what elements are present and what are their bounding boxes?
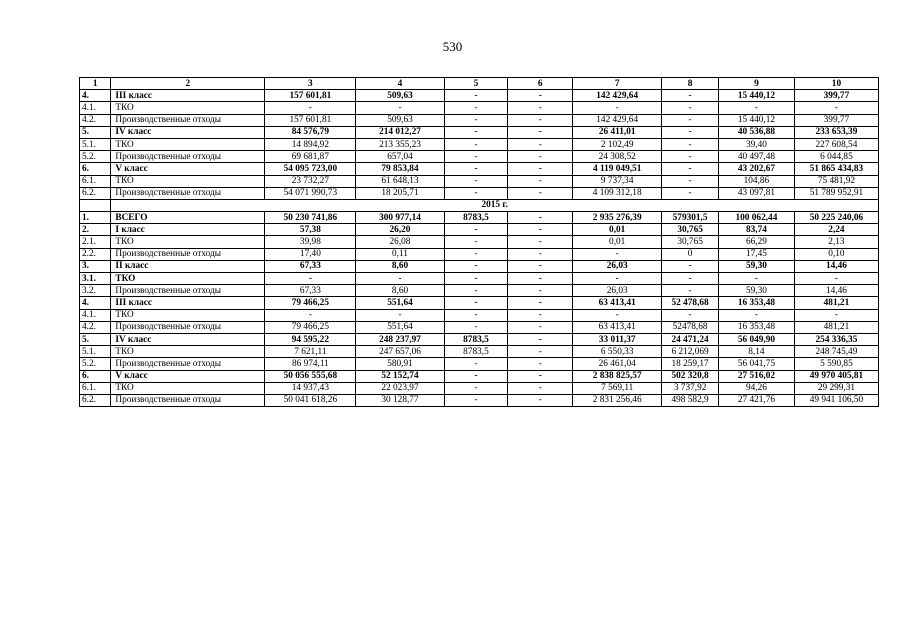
value-cell: 551,64 xyxy=(356,321,444,333)
value-cell: - xyxy=(508,163,573,175)
table-row xyxy=(80,260,879,272)
value-cell: 8783,5 xyxy=(444,346,508,358)
header-cell: 4 xyxy=(356,78,444,90)
value-cell: 63 413,41 xyxy=(573,321,662,333)
value-cell: 49 941 106,50 xyxy=(794,394,878,406)
value-cell: 3 737,92 xyxy=(662,382,719,394)
table-row xyxy=(80,248,879,260)
value-cell: 54 071 990,73 xyxy=(265,187,356,199)
value-cell: 49 970 405,81 xyxy=(794,370,878,382)
value-cell: 30 128,77 xyxy=(356,394,444,406)
table-row xyxy=(80,163,879,175)
value-cell: 247 657,06 xyxy=(356,346,444,358)
value-cell: 8783,5 xyxy=(444,333,508,345)
row-number-cell: 1. xyxy=(80,212,111,224)
value-cell: - xyxy=(662,175,719,187)
value-cell: 2,24 xyxy=(794,224,878,236)
value-cell: 26 461,04 xyxy=(573,358,662,370)
value-cell: 39,40 xyxy=(718,138,794,150)
value-cell: 43 202,67 xyxy=(718,163,794,175)
row-name-cell: III класс xyxy=(111,297,265,309)
row-number-cell: 4.1. xyxy=(80,102,111,114)
value-cell: - xyxy=(508,236,573,248)
row-number-cell: 6. xyxy=(80,370,111,382)
table-row xyxy=(80,126,879,138)
value-cell: 66,29 xyxy=(718,236,794,248)
table-row xyxy=(80,346,879,358)
value-cell: 84 576,79 xyxy=(265,126,356,138)
value-cell: 30,765 xyxy=(662,224,719,236)
value-cell: - xyxy=(444,297,508,309)
table-body xyxy=(80,78,879,407)
row-name-cell: III класс xyxy=(111,90,265,102)
value-cell: - xyxy=(356,273,444,285)
row-number-cell: 5.1. xyxy=(80,346,111,358)
table-row xyxy=(80,273,879,285)
value-cell: - xyxy=(444,248,508,260)
value-cell: - xyxy=(573,309,662,321)
value-cell: 16 353,48 xyxy=(718,321,794,333)
value-cell: 4 119 049,51 xyxy=(573,163,662,175)
value-cell: 399,77 xyxy=(794,114,878,126)
value-cell: - xyxy=(662,187,719,199)
value-cell: - xyxy=(662,138,719,150)
row-number-cell: 5. xyxy=(80,126,111,138)
header-cell: 6 xyxy=(508,78,573,90)
value-cell: - xyxy=(356,309,444,321)
row-name-cell: ВСЕГО xyxy=(111,212,265,224)
row-number-cell: 5.1. xyxy=(80,138,111,150)
value-cell: - xyxy=(662,260,719,272)
value-cell: 2 838 825,57 xyxy=(573,370,662,382)
value-cell: 0,11 xyxy=(356,248,444,260)
value-cell: 59,30 xyxy=(718,260,794,272)
value-cell: - xyxy=(508,297,573,309)
value-cell: 142 429,64 xyxy=(573,114,662,126)
table-row xyxy=(80,138,879,150)
row-number-cell: 4.1. xyxy=(80,309,111,321)
value-cell: 33 011,37 xyxy=(573,333,662,345)
header-cell: 9 xyxy=(718,78,794,90)
value-cell: - xyxy=(508,358,573,370)
value-cell: 6 212,069 xyxy=(662,346,719,358)
row-name-cell: V класс xyxy=(111,163,265,175)
value-cell: 9 737,34 xyxy=(573,175,662,187)
value-cell: 254 336,35 xyxy=(794,333,878,345)
value-cell: - xyxy=(444,236,508,248)
value-cell: - xyxy=(444,90,508,102)
header-cell: 1 xyxy=(80,78,111,90)
value-cell: - xyxy=(662,126,719,138)
table-row xyxy=(80,309,879,321)
table-row xyxy=(80,333,879,345)
table-header-row xyxy=(80,78,879,90)
header-cell: 5 xyxy=(444,78,508,90)
value-cell: 8783,5 xyxy=(444,212,508,224)
value-cell: - xyxy=(508,321,573,333)
value-cell: - xyxy=(444,163,508,175)
value-cell: 59,30 xyxy=(718,285,794,297)
value-cell: - xyxy=(444,224,508,236)
value-cell: - xyxy=(508,309,573,321)
value-cell: - xyxy=(508,126,573,138)
value-cell: 5 590,85 xyxy=(794,358,878,370)
value-cell: 104,86 xyxy=(718,175,794,187)
value-cell: 0,10 xyxy=(794,248,878,260)
value-cell: 52478,68 xyxy=(662,321,719,333)
value-cell: 300 977,14 xyxy=(356,212,444,224)
value-cell: 16 353,48 xyxy=(718,297,794,309)
table-row xyxy=(80,370,879,382)
year-spacer-cell xyxy=(80,199,111,211)
value-cell: 30,765 xyxy=(662,236,719,248)
value-cell: - xyxy=(444,102,508,114)
value-cell: 67,33 xyxy=(265,285,356,297)
value-cell: - xyxy=(444,260,508,272)
value-cell: - xyxy=(265,102,356,114)
header-cell: 3 xyxy=(265,78,356,90)
row-name-cell: ТКО xyxy=(111,382,265,394)
value-cell: 61 648,13 xyxy=(356,175,444,187)
value-cell: 2,13 xyxy=(794,236,878,248)
value-cell: 214 012,27 xyxy=(356,126,444,138)
value-cell: - xyxy=(444,273,508,285)
row-name-cell: ТКО xyxy=(111,309,265,321)
value-cell: 79 466,25 xyxy=(265,297,356,309)
value-cell: 7 569,11 xyxy=(573,382,662,394)
row-name-cell: ТКО xyxy=(111,346,265,358)
value-cell: - xyxy=(444,151,508,163)
row-number-cell: 4. xyxy=(80,90,111,102)
value-cell: 0,01 xyxy=(573,224,662,236)
row-name-cell: ТКО xyxy=(111,236,265,248)
row-number-cell: 6. xyxy=(80,163,111,175)
page-number: 530 xyxy=(442,39,463,54)
row-name-cell: ТКО xyxy=(111,138,265,150)
value-cell: 51 789 952,91 xyxy=(794,187,878,199)
value-cell: - xyxy=(508,285,573,297)
row-name-cell: V класс xyxy=(111,370,265,382)
row-number-cell: 3.2. xyxy=(80,285,111,297)
row-number-cell: 6.1. xyxy=(80,175,111,187)
value-cell: 2 102,49 xyxy=(573,138,662,150)
value-cell: 54 095 723,00 xyxy=(265,163,356,175)
value-cell: 657,04 xyxy=(356,151,444,163)
value-cell: - xyxy=(508,382,573,394)
value-cell: 227 608,54 xyxy=(794,138,878,150)
value-cell: - xyxy=(662,114,719,126)
value-cell: 2 935 276,39 xyxy=(573,212,662,224)
value-cell: 40 536,88 xyxy=(718,126,794,138)
value-cell: 79 466,25 xyxy=(265,321,356,333)
value-cell: - xyxy=(662,163,719,175)
value-cell: - xyxy=(508,248,573,260)
row-number-cell: 4.2. xyxy=(80,321,111,333)
value-cell: 15 440,12 xyxy=(718,114,794,126)
value-cell: 0,01 xyxy=(573,236,662,248)
value-cell: 40 497,48 xyxy=(718,151,794,163)
row-name-cell: IV класс xyxy=(111,126,265,138)
row-name-cell: Производственные отходы xyxy=(111,187,265,199)
value-cell: 56 049,90 xyxy=(718,333,794,345)
value-cell: - xyxy=(444,138,508,150)
value-cell: 6 044,85 xyxy=(794,151,878,163)
value-cell: 509,63 xyxy=(356,114,444,126)
header-cell: 8 xyxy=(662,78,719,90)
value-cell: - xyxy=(356,102,444,114)
table-row xyxy=(80,187,879,199)
value-cell: - xyxy=(444,370,508,382)
value-cell: 29 299,31 xyxy=(794,382,878,394)
value-cell: - xyxy=(794,102,878,114)
row-number-cell: 4.2. xyxy=(80,114,111,126)
value-cell: - xyxy=(662,102,719,114)
row-number-cell: 2. xyxy=(80,224,111,236)
value-cell: 75 481,92 xyxy=(794,175,878,187)
value-cell: 100 062,44 xyxy=(718,212,794,224)
row-number-cell: 6.2. xyxy=(80,394,111,406)
value-cell: 509,63 xyxy=(356,90,444,102)
value-cell: - xyxy=(444,175,508,187)
value-cell: - xyxy=(508,187,573,199)
value-cell: 94 595,22 xyxy=(265,333,356,345)
row-name-cell: Производственные отходы xyxy=(111,248,265,260)
header-cell: 7 xyxy=(573,78,662,90)
value-cell: 26,03 xyxy=(573,285,662,297)
value-cell: - xyxy=(573,102,662,114)
value-cell: 23 732,27 xyxy=(265,175,356,187)
value-cell: 551,64 xyxy=(356,297,444,309)
value-cell: 63 413,41 xyxy=(573,297,662,309)
value-cell: - xyxy=(444,382,508,394)
value-cell: 17,45 xyxy=(718,248,794,260)
value-cell: - xyxy=(508,102,573,114)
value-cell: - xyxy=(718,273,794,285)
value-cell: - xyxy=(444,126,508,138)
value-cell: 17,40 xyxy=(265,248,356,260)
value-cell: - xyxy=(508,273,573,285)
value-cell: - xyxy=(662,309,719,321)
row-number-cell: 6.1. xyxy=(80,382,111,394)
table-row xyxy=(80,151,879,163)
value-cell: 248 745,49 xyxy=(794,346,878,358)
value-cell: - xyxy=(265,273,356,285)
table-row xyxy=(80,90,879,102)
value-cell: 248 237,97 xyxy=(356,333,444,345)
table-row xyxy=(80,102,879,114)
value-cell: - xyxy=(508,260,573,272)
value-cell: 22 023,97 xyxy=(356,382,444,394)
value-cell: - xyxy=(573,273,662,285)
value-cell: 6 550,33 xyxy=(573,346,662,358)
value-cell: 142 429,64 xyxy=(573,90,662,102)
value-cell: 83,74 xyxy=(718,224,794,236)
row-name-cell: IV класс xyxy=(111,333,265,345)
value-cell: - xyxy=(444,358,508,370)
value-cell: 24 471,24 xyxy=(662,333,719,345)
value-cell: 43 097,81 xyxy=(718,187,794,199)
header-cell: 10 xyxy=(794,78,878,90)
row-number-cell: 2.1. xyxy=(80,236,111,248)
value-cell: 157 601,81 xyxy=(265,114,356,126)
value-cell: 51 865 434,83 xyxy=(794,163,878,175)
value-cell: - xyxy=(508,394,573,406)
value-cell: - xyxy=(508,175,573,187)
table-row xyxy=(80,285,879,297)
value-cell: - xyxy=(508,333,573,345)
header-cell: 2 xyxy=(111,78,265,90)
row-number-cell: 5.2. xyxy=(80,151,111,163)
table-row xyxy=(80,224,879,236)
value-cell: 233 653,39 xyxy=(794,126,878,138)
table-row xyxy=(80,175,879,187)
value-cell: 86 974,11 xyxy=(265,358,356,370)
value-cell: - xyxy=(794,309,878,321)
value-cell: 14,46 xyxy=(794,260,878,272)
table-row xyxy=(80,297,879,309)
row-number-cell: 5. xyxy=(80,333,111,345)
table-row xyxy=(80,321,879,333)
value-cell: 27 421,76 xyxy=(718,394,794,406)
row-number-cell: 3.1. xyxy=(80,273,111,285)
value-cell: 0 xyxy=(662,248,719,260)
value-cell: 481,21 xyxy=(794,297,878,309)
value-cell: - xyxy=(794,273,878,285)
table-row xyxy=(80,236,879,248)
value-cell: 18 205,71 xyxy=(356,187,444,199)
value-cell: 69 681,87 xyxy=(265,151,356,163)
year-separator-row xyxy=(80,199,879,211)
value-cell: - xyxy=(508,151,573,163)
value-cell: 498 582,9 xyxy=(662,394,719,406)
value-cell: 52 478,68 xyxy=(662,297,719,309)
table-row xyxy=(80,382,879,394)
value-cell: - xyxy=(444,321,508,333)
row-number-cell: 2.2. xyxy=(80,248,111,260)
value-cell: 50 041 618,26 xyxy=(265,394,356,406)
value-cell: - xyxy=(444,309,508,321)
row-name-cell: Производственные отходы xyxy=(111,151,265,163)
waste-data-table xyxy=(79,77,879,407)
value-cell: 580,91 xyxy=(356,358,444,370)
value-cell: 56 041,75 xyxy=(718,358,794,370)
value-cell: 2 831 256,46 xyxy=(573,394,662,406)
value-cell: 8,60 xyxy=(356,285,444,297)
value-cell: - xyxy=(508,370,573,382)
table-row xyxy=(80,394,879,406)
value-cell: - xyxy=(508,212,573,224)
value-cell: 399,77 xyxy=(794,90,878,102)
row-name-cell: ТКО xyxy=(111,175,265,187)
value-cell: 15 440,12 xyxy=(718,90,794,102)
value-cell: 24 308,52 xyxy=(573,151,662,163)
value-cell: - xyxy=(662,90,719,102)
value-cell: - xyxy=(444,187,508,199)
value-cell: 26,20 xyxy=(356,224,444,236)
value-cell: - xyxy=(718,309,794,321)
value-cell: - xyxy=(508,346,573,358)
row-name-cell: I класс xyxy=(111,224,265,236)
value-cell: 14,46 xyxy=(794,285,878,297)
value-cell: - xyxy=(662,285,719,297)
value-cell: - xyxy=(444,114,508,126)
value-cell: 14 894,92 xyxy=(265,138,356,150)
value-cell: - xyxy=(718,102,794,114)
value-cell: - xyxy=(508,114,573,126)
row-number-cell: 4. xyxy=(80,297,111,309)
row-name-cell: Производственные отходы xyxy=(111,394,265,406)
value-cell: 481,21 xyxy=(794,321,878,333)
value-cell: 157 601,81 xyxy=(265,90,356,102)
value-cell: 8,60 xyxy=(356,260,444,272)
value-cell: 50 056 555,68 xyxy=(265,370,356,382)
table-row xyxy=(80,212,879,224)
value-cell: 213 355,23 xyxy=(356,138,444,150)
value-cell: 502 320,8 xyxy=(662,370,719,382)
value-cell: 26 411,01 xyxy=(573,126,662,138)
value-cell: 67,33 xyxy=(265,260,356,272)
value-cell: 8,14 xyxy=(718,346,794,358)
value-cell: 94,26 xyxy=(718,382,794,394)
row-number-cell: 6.2. xyxy=(80,187,111,199)
row-number-cell: 3. xyxy=(80,260,111,272)
value-cell: 27 516,02 xyxy=(718,370,794,382)
row-name-cell: Производственные отходы xyxy=(111,321,265,333)
value-cell: - xyxy=(662,151,719,163)
row-name-cell: ТКО xyxy=(111,102,265,114)
row-number-cell: 5.2. xyxy=(80,358,111,370)
value-cell: - xyxy=(444,394,508,406)
value-cell: 39,98 xyxy=(265,236,356,248)
row-name-cell: Производственные отходы xyxy=(111,114,265,126)
value-cell: 7 621,11 xyxy=(265,346,356,358)
value-cell: - xyxy=(573,248,662,260)
value-cell: - xyxy=(508,90,573,102)
value-cell: 52 152,74 xyxy=(356,370,444,382)
table-row xyxy=(80,358,879,370)
row-name-cell: Производственные отходы xyxy=(111,358,265,370)
value-cell: 26,08 xyxy=(356,236,444,248)
table-row xyxy=(80,114,879,126)
value-cell: 57,38 xyxy=(265,224,356,236)
value-cell: 579301,5 xyxy=(662,212,719,224)
value-cell: 50 230 741,86 xyxy=(265,212,356,224)
value-cell: - xyxy=(444,285,508,297)
row-name-cell: ТКО xyxy=(111,273,265,285)
value-cell: - xyxy=(508,138,573,150)
value-cell: 50 225 240,06 xyxy=(794,212,878,224)
value-cell: 4 109 312,18 xyxy=(573,187,662,199)
row-name-cell: II класс xyxy=(111,260,265,272)
row-name-cell: Производственные отходы xyxy=(111,285,265,297)
value-cell: 14 937,43 xyxy=(265,382,356,394)
value-cell: - xyxy=(508,224,573,236)
year-label: 2015 г. xyxy=(111,199,879,211)
value-cell: 26,03 xyxy=(573,260,662,272)
value-cell: 79 853,84 xyxy=(356,163,444,175)
value-cell: 18 259,17 xyxy=(662,358,719,370)
value-cell: - xyxy=(662,273,719,285)
value-cell: - xyxy=(265,309,356,321)
